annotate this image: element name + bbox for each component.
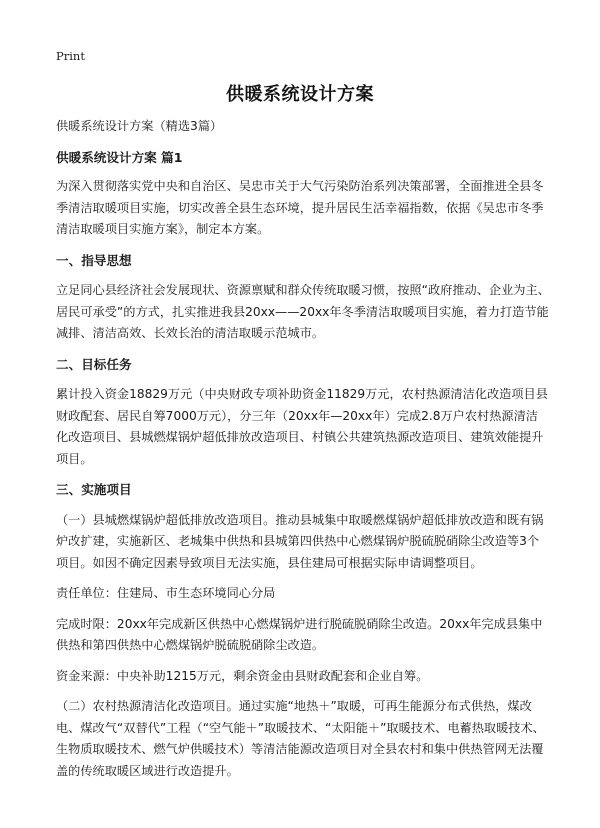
section-paragraph: 累计投入资金18829万元（中央财政专项补助资金11829万元，农村热源清洁化改造项目县财政配套、居民自筹7000万元），分三年（20xx年—20xx年）完成2.8万户农村热源清洁化改造项目、县城燃煤锅炉超低排放改造项目、村镇公共建筑热源改造项目、建筑效能提升项目。	[56, 387, 548, 466]
document-body	[56, 116, 550, 791]
section-heading-goals: 二、目标任务	[56, 356, 132, 372]
document-subtitle: 供暖系统设计方案（精选3篇）	[56, 119, 223, 133]
article-heading: 供暖系统设计方案 篇1	[56, 149, 183, 165]
intro-paragraph: 为深入贯彻落实党中央和自治区、吴忠市关于大气污染防治系列决策部署，全面推进全县冬季清洁取暖项目实施，切实改善全县生态环境，提升居民生活幸福指数，依据《吴忠市冬季清洁取暖项目实施方案》，制定本方案。	[56, 179, 544, 236]
section-paragraph: 责任单位：住建局、市生态环境同心分局	[56, 586, 276, 600]
print-link[interactable]: Print	[56, 49, 85, 63]
section-paragraph: 完成时限：20xx年完成新区供热中心燃煤锅炉进行脱硫脱硝除尘改造。20xx年完成县集中供热和第四供热中心燃煤锅炉脱硫脱硝除尘改造。	[56, 616, 543, 652]
section-paragraph: 立足同心县经济社会发展现状、资源禀赋和群众传统取暖习惯，按照“政府推动、企业为主、居民可承受”的方式，扎实推进我县20xx——20xx年冬季清洁取暖项目实施，着力打造节能减排、清洁高效、长效长治的清洁取暖示范城市。	[56, 283, 550, 340]
section-heading-projects: 三、实施项目	[56, 482, 132, 497]
section-paragraph: 资金来源：中央补助1215万元，剩余资金由县财政配套和企业自筹。	[56, 668, 429, 683]
section-paragraph: （一）县城燃煤锅炉超低排放改造项目。推动县城集中取暖燃煤锅炉超低排放改造和既有锅炉改扩建，实施新区、老城集中供热和县城第四供热中心燃煤锅炉脱硫脱硝除尘改造等3个项目。如因不确定因素导致项目无法实施，县住建局可根据实际申请调整项目。	[56, 512, 544, 570]
document-title: 供暖系统设计方案	[226, 84, 374, 105]
section-heading-guiding-ideology: 一、指导思想	[56, 252, 132, 268]
section-paragraph: （二）农村热源清洁化改造项目。通过实施“地热＋”取暖，可再生能源分布式供热，煤改电、煤改气“双替代”工程（“空气能＋”取暖技术、“太阳能＋”取暖技术、电蓄热取暖技术、生物质取暖技术、燃气炉供暖技术）等清洁能源改造项目对全县农村和集中供热管网无法覆盖的传统取暖区域进行改造提升。	[56, 699, 545, 778]
